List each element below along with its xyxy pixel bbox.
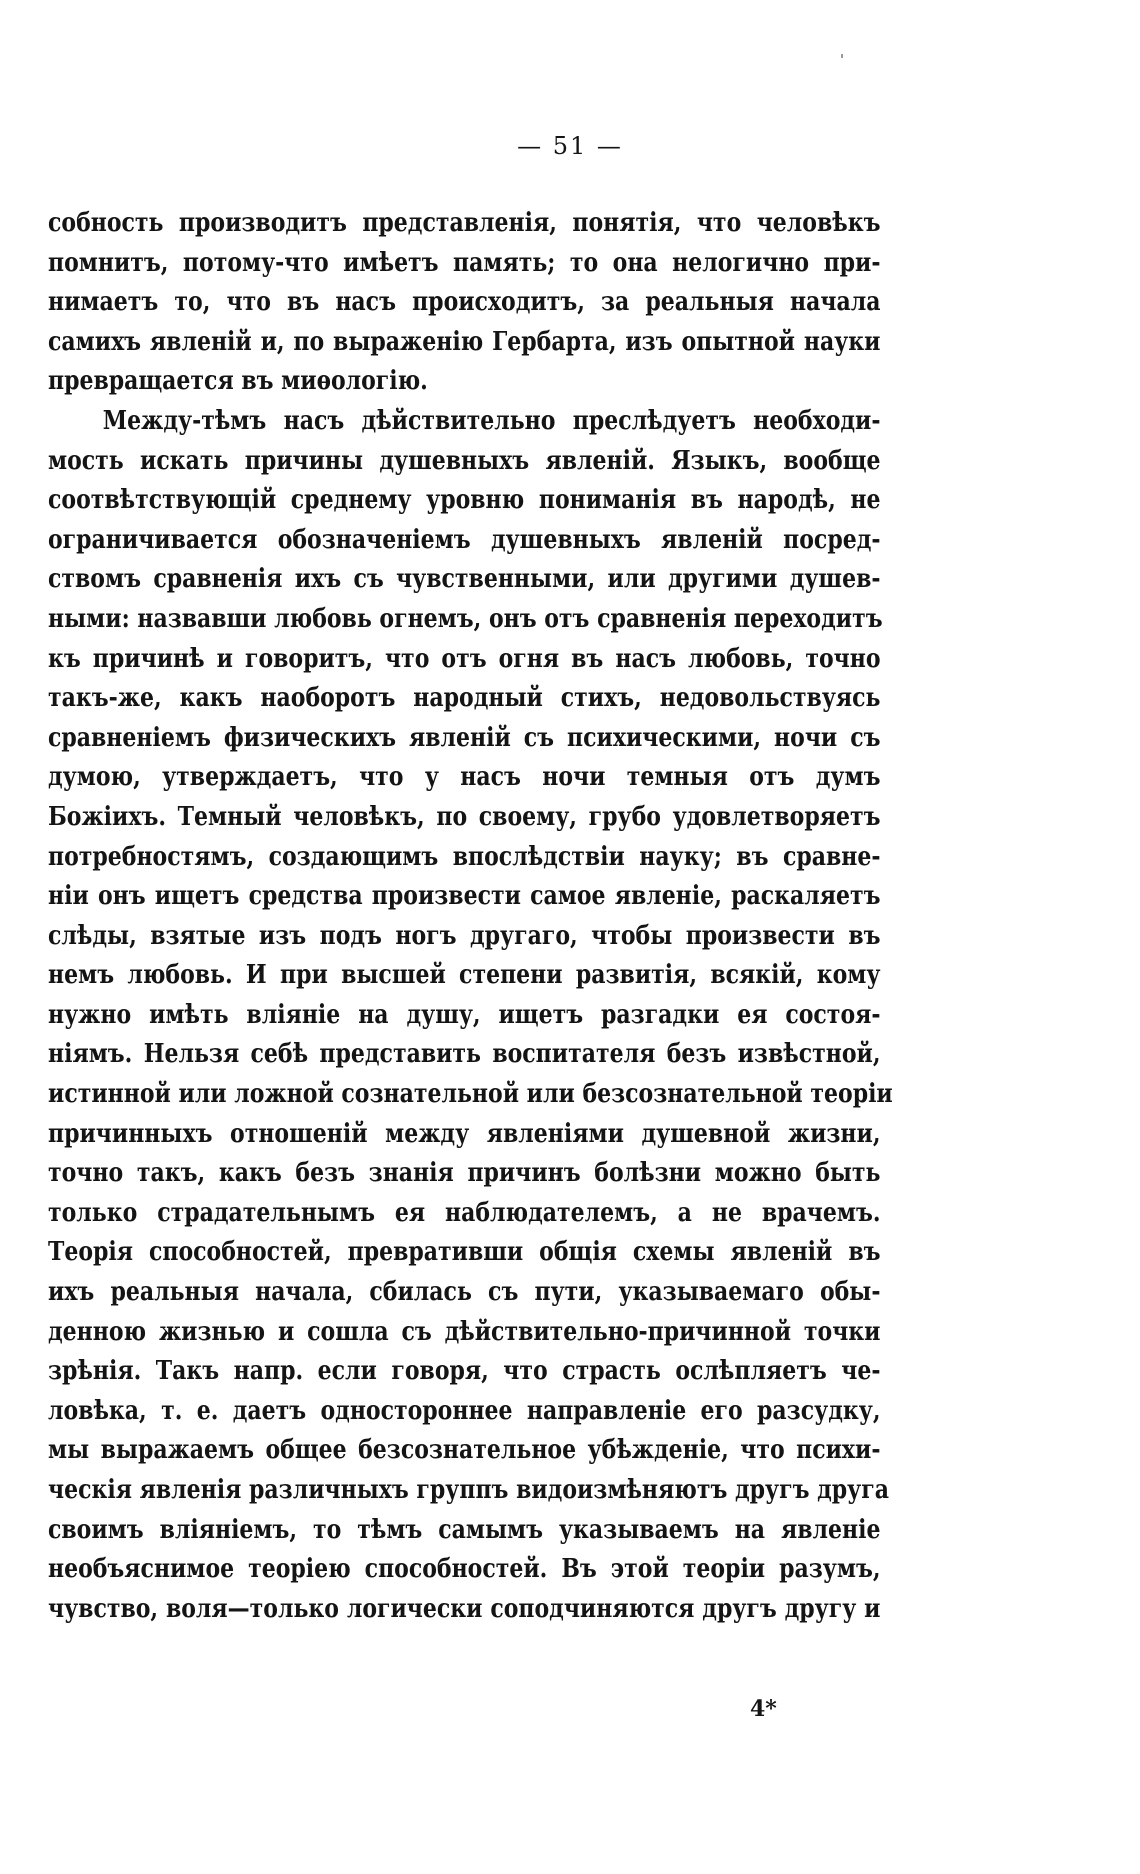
text-line: Между-тѣмъ насъ дѣйствительно преслѣдуетъ необходи- xyxy=(102,404,881,436)
signature-mark: 4* xyxy=(750,1696,777,1722)
text-line: своимъ вліяніемъ, то тѣмъ самымъ указываемъ на явленіе xyxy=(48,1513,881,1545)
text-line: ніи онъ ищетъ средства произвести самое явленіе, раскаляетъ xyxy=(48,880,881,912)
text-line: точно такъ, какъ безъ знанія причинъ болѣзни можно быть xyxy=(48,1157,881,1189)
text-line: такъ-же, какъ наоборотъ народный стихъ, недовольствуясь xyxy=(48,682,881,714)
text-line: чувство, воля—только логически соподчиняются другъ другу и xyxy=(48,1592,881,1624)
text-line: ными: назвавши любовь огнемъ, онъ отъ сравненія переходитъ xyxy=(48,602,883,634)
text-line: помнитъ, потому-что имѣетъ память; то она нелогично при- xyxy=(48,246,881,278)
text-line: потребностямъ, создающимъ впослѣдствіи науку; въ сравне- xyxy=(48,840,881,872)
text-line: думою, утверждаетъ, что у насъ ночи темныя отъ думъ xyxy=(48,761,881,793)
text-line: денною жизнью и сошла съ дѣйствительно-причинной точки xyxy=(48,1315,881,1347)
text-line: причинныхъ отношеній между явленіями душевной жизни, xyxy=(48,1117,881,1149)
text-line: ніямъ. Нельзя себѣ представить воспитателя безъ извѣстной, xyxy=(48,1038,881,1070)
text-line: ихъ реальныя начала, сбилась съ пути, указываемаго обы- xyxy=(48,1276,881,1308)
text-line: ограничивается обозначеніемъ душевныхъ явленій посред- xyxy=(48,523,881,555)
text-line: зрѣнія. Такъ напр. если говоря, что страсть ослѣпляетъ че- xyxy=(48,1355,881,1387)
text-line: слѣды, взятые изъ подъ ногъ другаго, чтобы произвести въ xyxy=(48,919,881,951)
text-line: только страдательнымъ ея наблюдателемъ, а не врачемъ. xyxy=(48,1196,881,1228)
text-line: превращается въ миѳологію. xyxy=(48,365,428,397)
text-line: Теорія способностей, превративши общія схемы явленій въ xyxy=(48,1236,881,1268)
text-line: мость искать причины душевныхъ явленій. Языкъ, вообще xyxy=(48,444,881,476)
text-line: немъ любовь. И при высшей степени развитія, всякій, кому xyxy=(48,959,881,991)
text-line: самихъ явленій и, по выраженію Гербарта, изъ опытной науки xyxy=(48,325,881,357)
text-line: ческія явленія различныхъ группъ видоизмѣняютъ другъ друга xyxy=(48,1474,889,1505)
text-line: собность производитъ представленія, понятія, что человѣкъ xyxy=(48,207,881,238)
text-line: истинной или ложной сознательной или безсознательной теоріи xyxy=(48,1078,893,1110)
text-line: Божіихъ. Темный человѣкъ, по своему, грубо удовлетворяетъ xyxy=(48,800,881,832)
paragraph xyxy=(48,203,881,401)
paragraph xyxy=(48,401,893,1628)
text-line: нужно имѣть вліяніе на душу, ищетъ разгадки ея состоя- xyxy=(48,998,881,1030)
text-line: нимаетъ то, что въ насъ происходитъ, за реальныя начала xyxy=(48,286,881,318)
text-line: къ причинѣ и говоритъ, что отъ огня въ насъ любовь, точно xyxy=(48,642,881,674)
scan-speck xyxy=(841,54,843,58)
body-text xyxy=(48,203,893,1628)
text-line: сравненіемъ физическихъ явленій съ психическими, ночи съ xyxy=(48,721,881,753)
text-line: ствомъ сравненія ихъ съ чувственными, или другими душев- xyxy=(48,563,881,595)
text-line: необъяснимое теоріею способностей. Въ этой теоріи разумъ, xyxy=(48,1553,881,1585)
text-line: ловѣка, т. е. даетъ одностороннее направленіе его разсудку, xyxy=(48,1394,881,1426)
text-line: мы выражаемъ общее безсознательное убѣжденіе, что психи- xyxy=(48,1434,881,1466)
text-line: соотвѣтствующій среднему уровню пониманія въ народѣ, не xyxy=(48,484,881,516)
page-number: — 51 — xyxy=(517,132,623,160)
